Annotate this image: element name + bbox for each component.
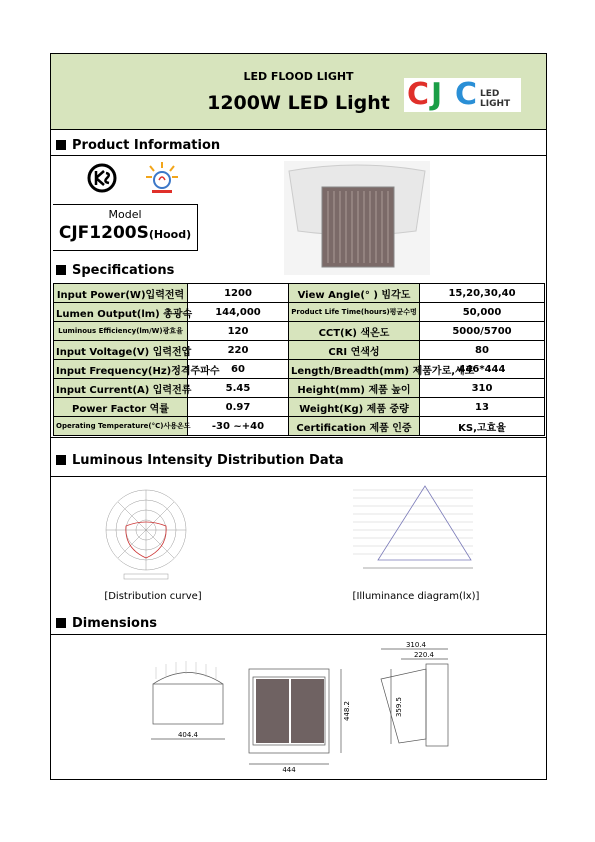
spec-row bbox=[54, 379, 545, 398]
dim-height-side: 359.5 bbox=[395, 696, 403, 718]
high-efficiency-icon bbox=[144, 160, 180, 196]
spec-row bbox=[54, 398, 545, 417]
spec-value: 220 bbox=[188, 341, 289, 360]
logo-letter-j: J bbox=[431, 77, 443, 112]
spec-row bbox=[54, 303, 545, 322]
header-band bbox=[51, 54, 546, 130]
dimension-drawings bbox=[141, 639, 501, 774]
ks-cert-icon bbox=[87, 163, 117, 193]
spec-value: 80 bbox=[420, 341, 545, 360]
spec-label: Input Frequency(Hz)정격주파수 bbox=[54, 360, 188, 379]
dim-length-top: 448.2 bbox=[343, 700, 351, 722]
spec-label: Certification 제품 인증 bbox=[289, 417, 420, 436]
spec-value: 0.97 bbox=[188, 398, 289, 417]
subtitle: LED FLOOD LIGHT bbox=[243, 70, 354, 83]
spec-label: Luminous Efficiency(lm/W)광효율 bbox=[54, 322, 188, 341]
spec-value: 15,20,30,40 bbox=[420, 284, 545, 303]
cjc-logo bbox=[404, 78, 521, 112]
spec-row bbox=[54, 417, 545, 436]
spec-value: -30 ~+40 bbox=[188, 417, 289, 436]
section-specs: Specifications bbox=[51, 263, 546, 278]
spec-label: Input Current(A) 입력전류 bbox=[54, 379, 188, 398]
caption-distribution-curve: [Distribution curve] bbox=[104, 591, 202, 602]
spec-label: Input Voltage(V) 입력전압 bbox=[54, 341, 188, 360]
dim-depth-total: 310.4 bbox=[405, 641, 427, 649]
specs-table bbox=[53, 283, 545, 436]
logo-text: LED LIGHT bbox=[480, 89, 511, 109]
spec-label: Power Factor 역률 bbox=[54, 398, 188, 417]
model-code: CJF1200S(Hood) bbox=[58, 223, 192, 243]
spec-row bbox=[54, 341, 545, 360]
spec-label: Operating Temperature(°C)사용온도 bbox=[54, 417, 188, 436]
spec-label: CCT(K) 색온도 bbox=[289, 322, 420, 341]
spec-value: 60 bbox=[188, 360, 289, 379]
spec-value: 5.45 bbox=[188, 379, 289, 398]
datasheet-frame bbox=[50, 53, 547, 780]
spec-label: CRI 연색성 bbox=[289, 341, 420, 360]
illuminance-diagram bbox=[353, 482, 493, 578]
distribution-curve bbox=[96, 488, 196, 580]
spec-row bbox=[54, 360, 545, 379]
spec-label: Height(mm) 제품 높이 bbox=[289, 379, 420, 398]
section-dimensions: Dimensions bbox=[51, 616, 546, 631]
product-photo bbox=[284, 161, 430, 275]
dim-width-front: 404.4 bbox=[177, 731, 199, 739]
spec-label: Weight(Kg) 제품 중량 bbox=[289, 398, 420, 417]
spec-value: 446*444 bbox=[420, 360, 545, 379]
spec-label: Length/Breadth(mm) 제품가로,세로 bbox=[289, 360, 420, 379]
logo-letter-c: C bbox=[407, 77, 430, 112]
spec-value: 13 bbox=[420, 398, 545, 417]
spec-label: Input Power(W)입력전력 bbox=[54, 284, 188, 303]
model-label: Model bbox=[108, 208, 142, 221]
spec-value: 5000/5700 bbox=[420, 322, 545, 341]
section-product-info: Product Information bbox=[51, 138, 546, 153]
spec-row bbox=[54, 322, 545, 341]
page-title: 1200W LED Light bbox=[207, 92, 390, 114]
spec-value: 120 bbox=[188, 322, 289, 341]
spec-value: 50,000 bbox=[420, 303, 545, 322]
spec-value: 144,000 bbox=[188, 303, 289, 322]
spec-label: Product Life Time(hours)평균수명 bbox=[289, 303, 420, 322]
spec-label: View Angle(° ) 빔각도 bbox=[289, 284, 420, 303]
spec-value: 1200 bbox=[188, 284, 289, 303]
logo-letter-c2: C bbox=[455, 77, 478, 112]
dim-width-top: 444 bbox=[282, 766, 296, 774]
spec-value: KS,고효율 bbox=[420, 417, 545, 436]
dim-depth-inner: 220.4 bbox=[413, 651, 435, 659]
spec-row bbox=[54, 284, 545, 303]
section-luminous: Luminous Intensity Distribution Data bbox=[51, 453, 546, 468]
spec-label: Lumen Output(lm) 총광속 bbox=[54, 303, 188, 322]
caption-illuminance: [Illuminance diagram(lx)] bbox=[352, 591, 480, 602]
spec-value: 310 bbox=[420, 379, 545, 398]
model-box bbox=[53, 204, 198, 251]
